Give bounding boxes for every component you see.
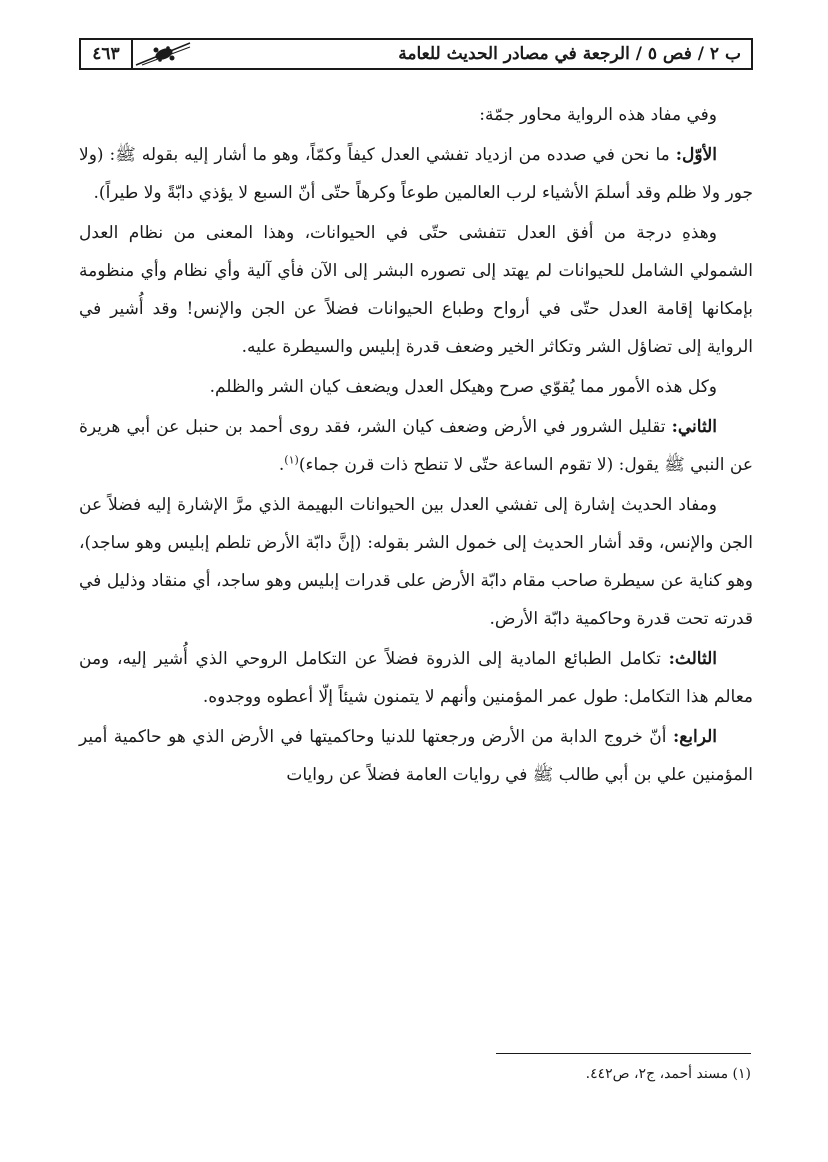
- hadith-meaning-paragraph: ومفاد الحديث إشارة إلى تفشي العدل بين الحيوانات البهيمة الذي مرَّ الإشارة إليه فضلاً عن الجن والإنس، وقد أشار الحديث إلى خمول الشر بقوله: (إنَّ دابّة الأرض تلطم إبليس وهو ساجد)، وهو كناية عن سيطرة صاحب مقام دابّة الأرض على قدرات إبليس وهو ساجد، أي منقاد وذليل في قدرته تحت قدرة وحاكمية دابّة الأرض.: [79, 495, 753, 629]
- footnote: (١) مسند أحمد، ج٢، ص٤٤٢.: [585, 1066, 751, 1082]
- second-point-text: تقليل الشرور في الأرض وضعف كيان الشر، فقد روى أحمد بن حنبل عن أبي هريرة عن النبي ﷺ يقول: (لا تقوم الساعة حتّى لا تنطح ذات قرن جماء): [79, 417, 753, 475]
- fourth-point-paragraph: [79, 718, 753, 794]
- header-title: ب ٢ / فص ٥ / الرجعة في مصادر الحديث للعامة: [398, 44, 741, 64]
- justice-paragraph: وهذهِ درجة من أفق العدل تتفشى حتّى في الحيوانات، وهذا المعنى من نظام العدل الشمولي الشامل للحيوانات لم يهتد إلى تصوره البشر إلى الآن فأي آلية وأي نظام وأي منظومة بإمكانها إقامة العدل حتّى في أرواح وطباع الحيوانات فضلاً عن الجن والإنس! وقد أُشير في الرواية إلى تضاؤل الشر وتكاثر الخير وضعف قدرة إبليس والسيطرة عليه.: [79, 223, 753, 357]
- first-point-label: الأوّل:: [675, 145, 717, 165]
- first-point-text: ما نحن في صدده من ازدياد تفشي العدل كيفاً وكمّاً، وهو ما أشار إليه بقوله ﷺ: (ولا جور ولا ظلم وقد أسلمَ الأشياء لرب العالمين طوعاً وكرهاً حتّى أنّ السبع لا يؤذي دابّةً ولا طيراً).: [79, 145, 753, 203]
- third-point-label: الثالث:: [668, 649, 717, 669]
- main-text: [79, 96, 753, 796]
- running-header: [79, 38, 753, 70]
- fourth-point-label: الرابع:: [672, 727, 717, 747]
- third-point-text: تكامل الطبائع المادية إلى الذروة فضلاً عن التكامل الروحي الذي أُشير إليه، ومن معالم هذا التكامل: طول عمر المؤمنين وأنهم لا يتمنون شيئاً إلّا أعطوه ووجدوه.: [79, 649, 753, 707]
- summary-paragraph: وكل هذه الأمور مما يُقوّي صرح وهيكل العدل ويضعف كيان الشر والظلم.: [209, 377, 717, 397]
- fourth-point-text: أنّ خروج الدابة من الأرض ورجعتها للدنيا وحاكميتها في الأرض الذي هو حاكمية أمير المؤمنين علي بن أبي طالب ﷺ في روايات العامة فضلاً عن روايات: [79, 727, 753, 785]
- first-point-paragraph: [79, 136, 753, 212]
- second-point-paragraph: الثاني: تقليل الشرور في الأرض وضعف كيان الشر، فقد روى أحمد بن حنبل عن أبي هريرة عن النبي ﷺ يقول: (لا تقوم الساعة حتّى لا تنطح ذات قرن جماء)$^{(١)}$.: [79, 417, 753, 475]
- intro-paragraph: وفي مفاد هذه الرواية محاور جمّة:: [479, 105, 717, 125]
- footnote-divider: [496, 1053, 751, 1054]
- page-number: ٤٦٣: [81, 40, 133, 68]
- third-point-paragraph: [79, 640, 753, 716]
- second-point-label: الثاني:: [671, 417, 717, 437]
- footnote-reference[interactable]: (١): [284, 453, 299, 467]
- floral-ornament-icon: [133, 40, 193, 68]
